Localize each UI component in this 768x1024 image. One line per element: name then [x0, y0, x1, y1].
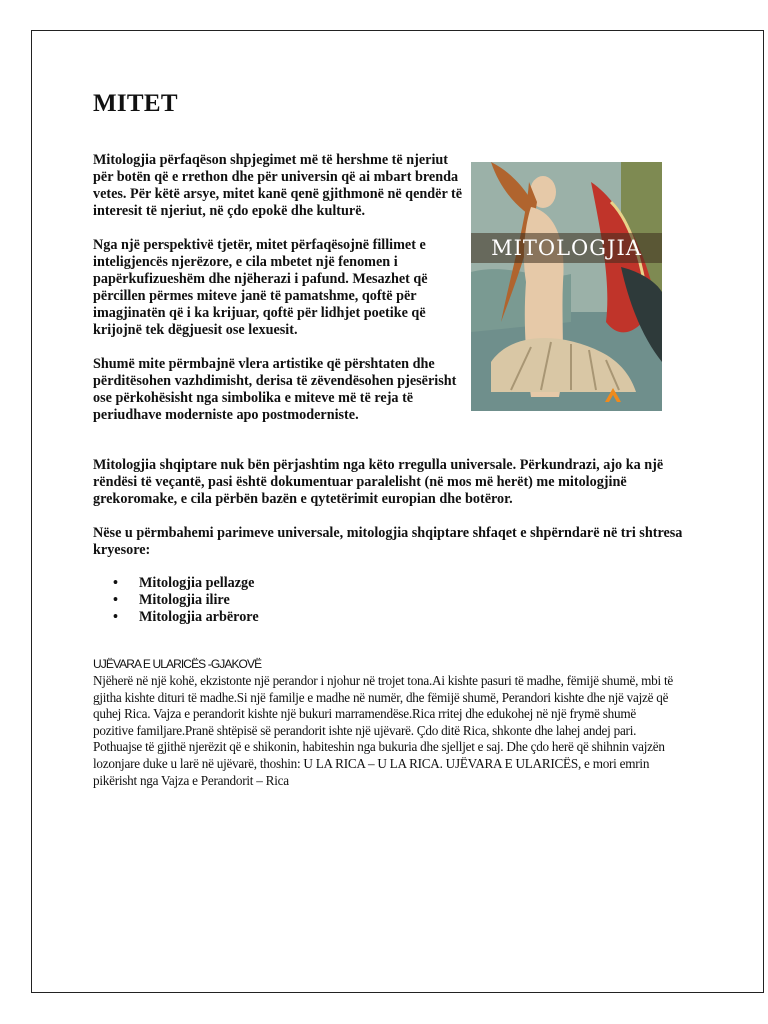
birth-of-venus-illustration	[471, 162, 662, 411]
list-item: • Mitologjia pellazge	[113, 575, 255, 591]
intro-paragraph-3: Shumë mite përmbajnë vlera artistike që përshtaten dhe përditësohen vazhdimisht, derisa të zëvendësohen pjesërisht ose përkohësisht nga simbolika e miteve më të reja të periudhave moderniste apo postmoderniste.	[93, 356, 457, 423]
bullet: •	[113, 609, 118, 625]
book-cover-image	[471, 162, 662, 411]
intro-paragraph-2: Nga një perspektivë tjetër, mitet përfaqësojnë fillimet e inteligjencës njerëzore, e cila mbetet një fenomen i papërkufizueshëm dhe njëherazi i pafund. Mesazhet që përcillen përmes miteve janë të pamatshme, qoftë për imagjinatën që i ka krijuar, qoftë për lidhjet poetike që krijojnë tek dëgjuesit ose lexuesit.	[93, 237, 428, 338]
bullet: •	[113, 592, 118, 608]
intro-paragraph-1: Mitologjia përfaqëson shpjegimet më të hershme të njeriut për botën që e rrethon dhe për universin që ai mbart brenda vetes. Për këtë arsye, mitet kanë qenë gjithmonë në qendër të interesit të njeriut, në çdo epokë dhe kulturë.	[93, 152, 463, 219]
section-title: UJËVARA E ULARICËS -GJAKOVË	[93, 657, 262, 671]
publisher-logo-icon	[603, 386, 623, 406]
page-title: MITET	[93, 90, 178, 117]
list-item: • Mitologjia ilire	[113, 592, 230, 608]
list-item: • Mitologjia arbërore	[113, 609, 259, 625]
paragraph-albanian-mythology: Mitologjia shqiptare nuk bën përjashtim nga këto rregulla universale. Përkundrazi, ajo ka një rëndësi të veçantë, pasi është dokumentuar paralelisht (në mos më herët) me mitologjinë grekoromake, e cila përbën bazën e qytetërimit europian dhe botëror.	[93, 457, 664, 507]
section-body: Njëherë në një kohë, ekzistonte një perandor i njohur në trojet tona.Ai kishte pasuri të madhe, fëmijë shumë, mbi të gjitha kishte dituri të madhe.Si një familje e madhe në numër, dhe fëmijë shumë, Perandori kishte dhe një vajzë që quhej Rica. Vajza e perandorit kishte një bukuri marramendëse.Rica rritej dhe edukohej në një frymë shumë pozitive familjare.Pranë shtëpisë së perandorit ishte një ujëvarë. Çdo ditë Rica, shkonte dhe lahej andej pari. Pothuajse të gjithë njerëzit që e shikonin, habiteshin nga bukuria dhe sjelljet e saj. Dhe çdo herë që shihnin vajzën lozonjare duke u larë në ujëvarë, thoshin: U LA RICA – U LA RICA. UJËVARA E ULARICËS, e mori emrin pikërisht nga Vajza e Perandorit – Rica	[93, 673, 674, 788]
mythology-layers-list	[113, 575, 259, 626]
cover-title: MITOLOGJIA	[471, 233, 662, 263]
intro-column	[93, 152, 465, 441]
paragraph-three-layers: Nëse u përmbahemi parimeve universale, mitologjia shqiptare shfaqet e shpërndarë në tri shtresa kryesore:	[93, 525, 683, 558]
bullet: •	[113, 575, 118, 591]
